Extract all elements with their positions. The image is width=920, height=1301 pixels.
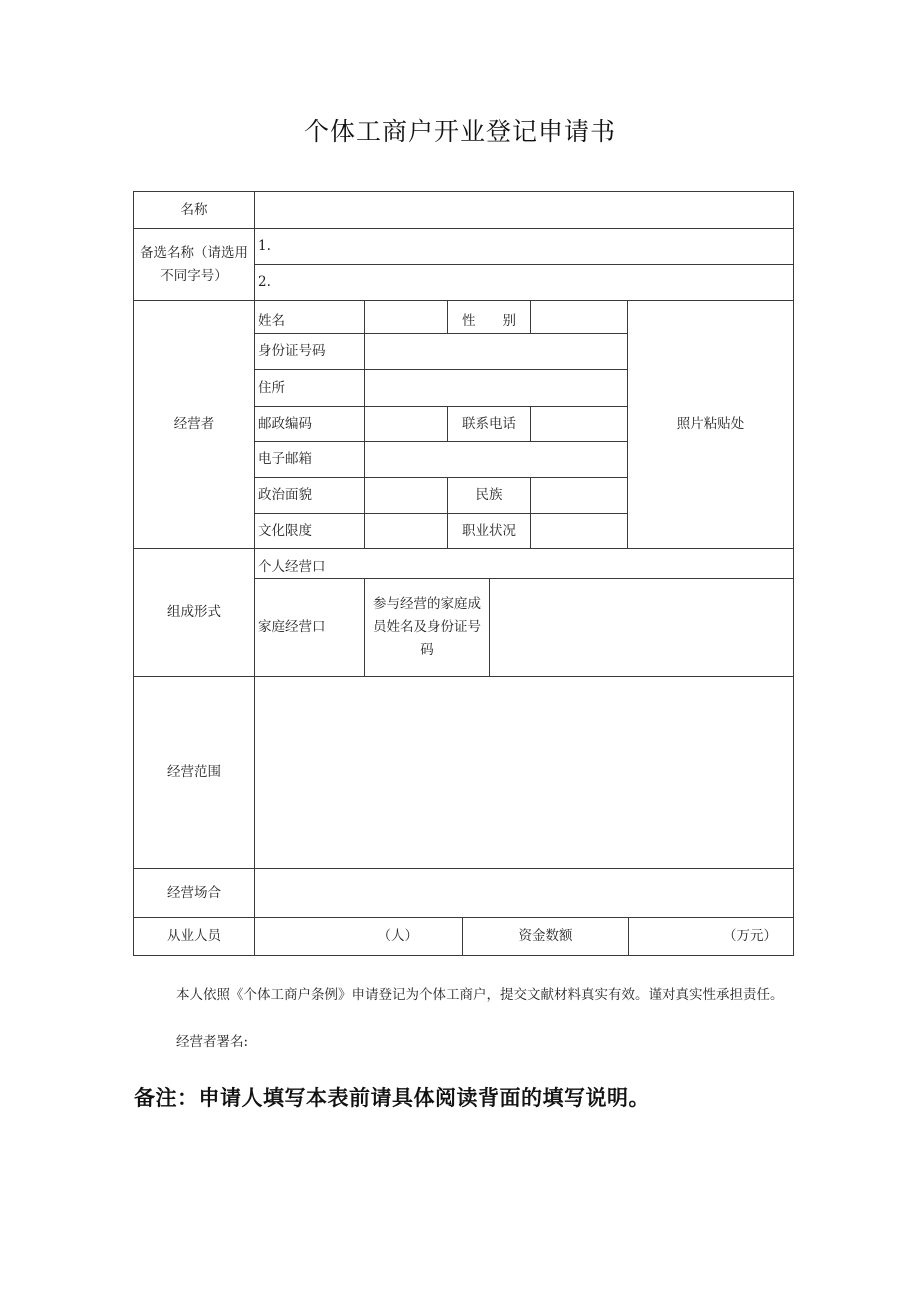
- premises-field[interactable]: [255, 869, 793, 917]
- name-label: 名称: [180, 201, 208, 218]
- postcode-label: 邮政编码: [258, 415, 312, 432]
- declaration-statement: 本人依照《个体工商户条例》申请登记为个体工商户，提交文献材料真实有效。谨对真实性承担责任。: [176, 987, 784, 1003]
- ethnicity-label: 民族: [475, 487, 503, 503]
- id-number-field[interactable]: [365, 334, 627, 369]
- political-status-label: 政治面貌: [258, 487, 312, 503]
- alt-name-2-field[interactable]: 2.: [258, 274, 271, 290]
- photo-paste-area[interactable]: 照片粘贴处: [676, 416, 745, 432]
- name-field[interactable]: [255, 192, 793, 228]
- phone-field[interactable]: [531, 407, 627, 441]
- premises-label: 经营场合: [167, 884, 221, 901]
- business-scope-label: 经营范围: [167, 764, 221, 780]
- staff-count-field[interactable]: （人）: [377, 928, 418, 944]
- form-title: 个体工商户开业登记申请书: [303, 117, 616, 146]
- occupation-label: 职业状况: [462, 522, 516, 539]
- family-members-field[interactable]: [490, 579, 793, 676]
- note-text: 备注：申请人填写本表前请具体阅读背面的填写说明。: [134, 1085, 650, 1110]
- operator-label: 经营者: [173, 416, 215, 432]
- address-label: 住所: [258, 379, 285, 396]
- education-label: 文化限度: [258, 522, 312, 539]
- composition-label: 组成形式: [167, 604, 221, 620]
- email-field[interactable]: [365, 442, 627, 477]
- family-operation-checkbox[interactable]: 家庭经营口: [258, 619, 326, 635]
- phone-label: 联系电话: [462, 415, 516, 432]
- operator-name-label: 姓名: [258, 313, 285, 329]
- gender-label: 性 别: [462, 313, 516, 329]
- postcode-field[interactable]: [365, 407, 447, 441]
- business-scope-field[interactable]: [255, 677, 793, 868]
- ethnicity-field[interactable]: [531, 478, 627, 513]
- operator-signature-label: 经营者署名:: [176, 1034, 249, 1050]
- political-status-field[interactable]: [365, 478, 447, 513]
- staff-label: 从业人员: [167, 928, 221, 944]
- family-members-label: 参与经营的家庭成员姓名及身份证号码: [373, 596, 481, 658]
- id-number-label: 身份证号码: [258, 343, 326, 359]
- gender-field[interactable]: [531, 301, 627, 333]
- occupation-field[interactable]: [531, 514, 627, 548]
- capital-amount-field[interactable]: （万元）: [723, 928, 777, 944]
- individual-operation-checkbox[interactable]: 个人经营口: [258, 558, 326, 575]
- address-field[interactable]: [365, 370, 627, 406]
- capital-label: 资金数额: [518, 928, 573, 944]
- email-label: 电子邮箱: [258, 451, 312, 467]
- operator-name-field[interactable]: [365, 301, 447, 333]
- alt-name-label: 备选名称（请选用不同字号）: [140, 244, 248, 284]
- education-field[interactable]: [365, 514, 447, 548]
- alt-name-1-field[interactable]: 1.: [258, 238, 271, 254]
